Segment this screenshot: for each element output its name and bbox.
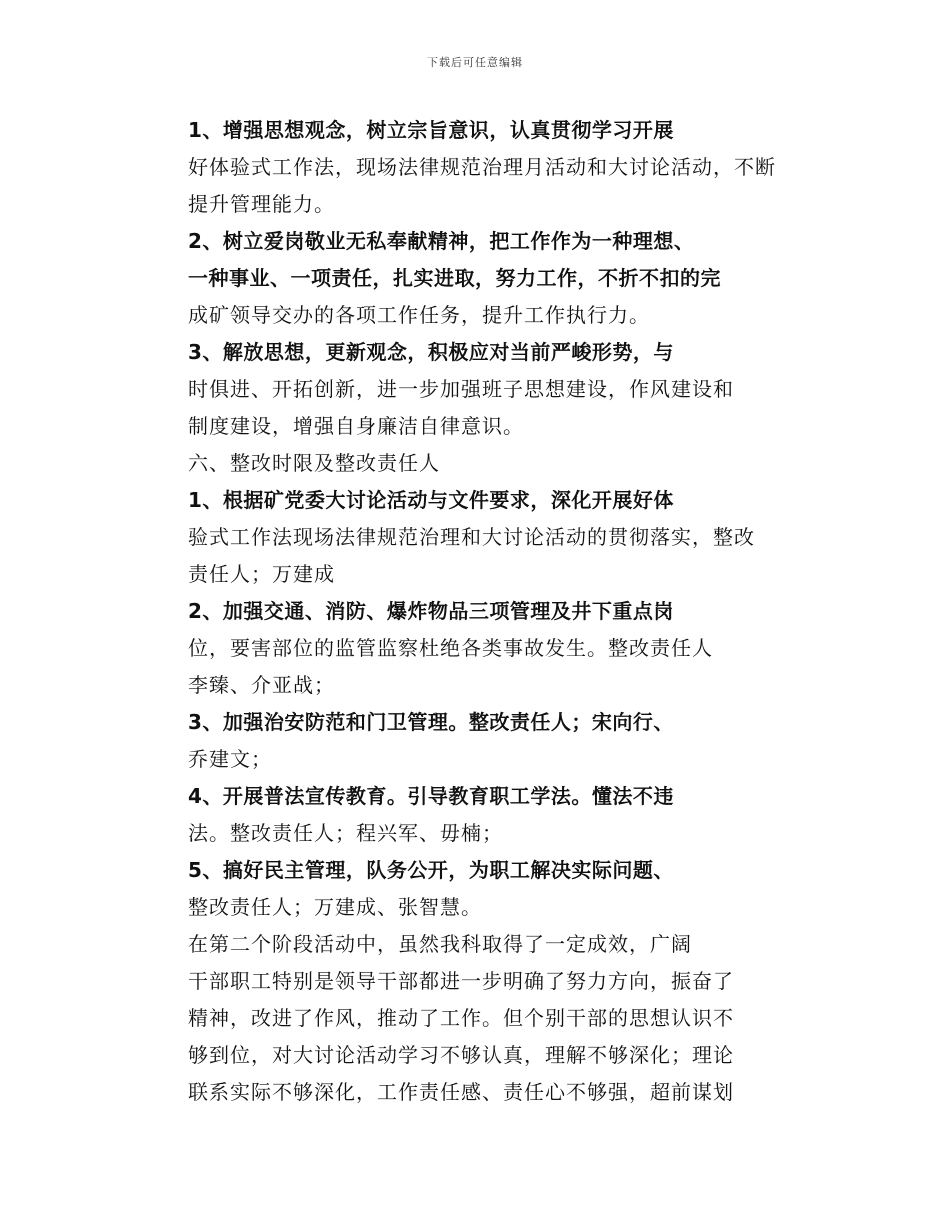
section-heading-line: 5、搞好民主管理，队务公开，为职工解决实际问题、 (188, 858, 674, 882)
paragraph-line: 责任人；万建成 (188, 562, 335, 586)
paragraph-line: 乔建文； (188, 747, 272, 771)
paragraph-line: 验式工作法现场法律规范治理和大讨论活动的贯彻落实，整改 (188, 525, 755, 549)
section-heading-line: 4、开展普法宣传教育。引导教育职工学法。懂法不违 (188, 784, 674, 808)
paragraph-line: 六、整改时限及整改责任人 (188, 451, 440, 475)
paragraph-line: 时俱进、开拓创新，进一步加强班子思想建设，作风建设和 (188, 377, 734, 401)
paragraph-line: 够到位，对大讨论活动学习不够认真，理解不够深化；理论 (188, 1043, 734, 1067)
section-heading-line: 2、树立爱岗敬业无私奉献精神，把工作作为一种理想、 (188, 229, 695, 253)
section-heading-line: 2、加强交通、消防、爆炸物品三项管理及井下重点岗 (188, 599, 674, 623)
paragraph-line: 李臻、介亚战； (188, 673, 335, 697)
section-heading-line: 3、加强治安防范和门卫管理。整改责任人；宋向行、 (188, 710, 674, 734)
paragraph-line: 在第二个阶段活动中，虽然我科取得了一定成效，广阔 (188, 932, 692, 956)
paragraph-line: 法。整改责任人；程兴军、毋楠； (188, 821, 503, 845)
page-header: 下载后可任意编辑 (427, 56, 523, 69)
paragraph-line: 精神，改进了作风，推动了工作。但个别干部的思想认识不 (188, 1006, 734, 1030)
paragraph-line: 成矿领导交办的各项工作任务，提升工作执行力。 (188, 303, 650, 327)
paragraph-line: 制度建设，增强自身廉洁自律意识。 (188, 414, 524, 438)
paragraph-line: 整改责任人；万建成、张智慧。 (188, 895, 482, 919)
section-heading-line: 3、解放思想，更新观念，积极应对当前严峻形势，与 (188, 340, 674, 364)
paragraph-line: 干部职工特别是领导干部都进一步明确了努力方向，振奋了 (188, 969, 734, 993)
paragraph-line: 位，要害部位的监管监察杜绝各类事故发生。整改责任人 (188, 636, 713, 660)
section-heading-line: 一种事业、一项责任，扎实进取，努力工作，不折不扣的完 (188, 266, 721, 290)
section-heading-line: 1、根据矿党委大讨论活动与文件要求，深化开展好体 (188, 488, 674, 512)
document-body (188, 112, 808, 1111)
paragraph-line: 联系实际不够深化，工作责任感、责任心不够强，超前谋划 (188, 1080, 734, 1104)
paragraph-line: 好体验式工作法，现场法律规范治理月活动和大讨论活动，不断 (188, 155, 776, 179)
section-heading-line: 1、增强思想观念，树立宗旨意识，认真贯彻学习开展 (188, 118, 674, 142)
paragraph-line: 提升管理能力。 (188, 192, 335, 216)
